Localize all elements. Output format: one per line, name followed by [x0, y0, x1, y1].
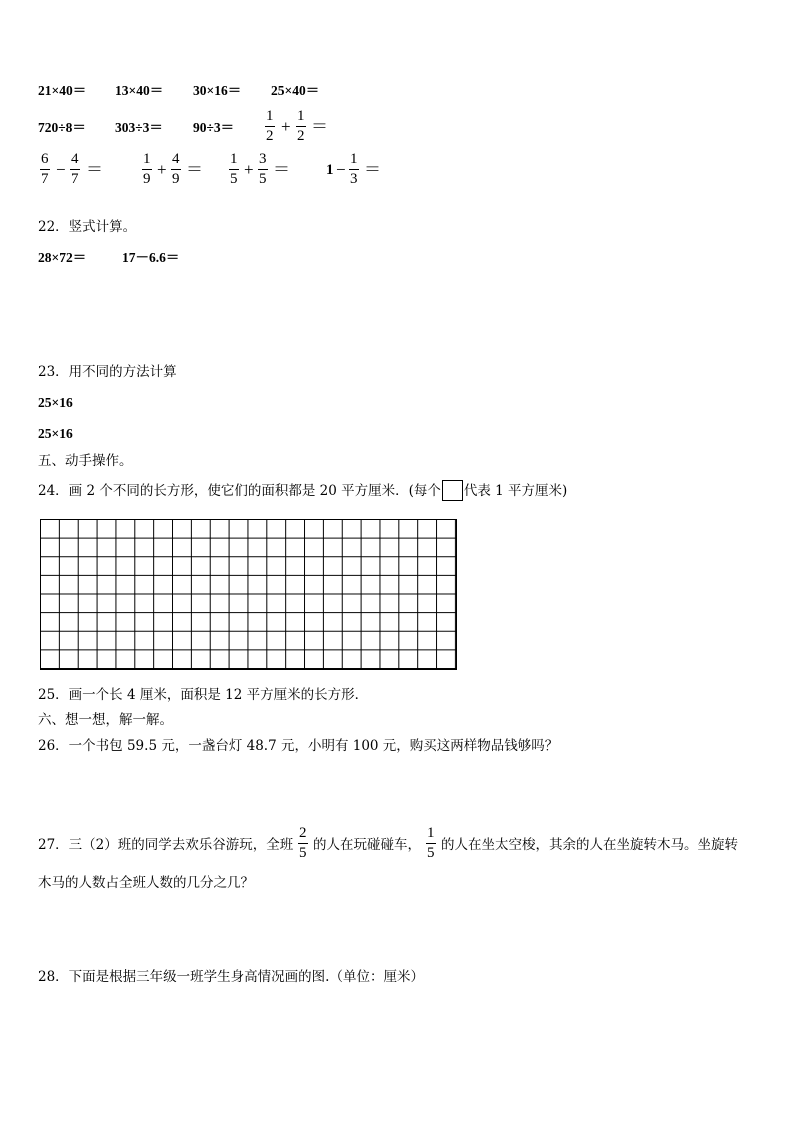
- fraction: [258, 151, 268, 188]
- fraction: [40, 151, 50, 188]
- plus-sign: +: [281, 117, 291, 136]
- plus-sign: +: [244, 160, 254, 179]
- equals-sign: ＝: [186, 160, 203, 179]
- unit-square-icon: [442, 480, 463, 501]
- numerator: 1: [350, 151, 358, 167]
- fraction-bar: [70, 169, 80, 170]
- exercise-17-minus-6-6: 17－6.6＝: [122, 250, 180, 265]
- minus-sign: −: [336, 160, 346, 179]
- fraction-bar: [265, 126, 275, 127]
- question-24: [38, 481, 567, 502]
- fraction: [229, 151, 239, 188]
- numerator: 1: [266, 108, 274, 124]
- equals-sign: ＝: [273, 160, 290, 179]
- question-27-part-3: 的人在坐太空梭，其余的人在坐旋转木马。坐旋转: [441, 837, 738, 853]
- question-22-title: 22．竖式计算。: [38, 219, 137, 235]
- fraction: [265, 108, 275, 145]
- question-25: 25．画一个长 4 厘米，面积是 12 平方厘米的长方形．: [38, 687, 369, 703]
- question-28: 28．下面是根据三年级一班学生身高情况画的图.（单位：厘米）: [38, 969, 424, 985]
- exercise-303div3: 303÷3＝: [115, 120, 163, 135]
- fraction: [349, 151, 359, 188]
- fraction-bar: [426, 843, 436, 844]
- numerator: 1: [427, 825, 435, 841]
- denominator: 5: [299, 845, 307, 861]
- numerator: 3: [259, 151, 267, 167]
- minus-sign: −: [56, 160, 66, 179]
- numerator: 1: [297, 108, 305, 124]
- question-27-part-1: 27．三（2）班的同学去欢乐谷游玩，全班: [38, 837, 294, 853]
- denominator: 2: [297, 128, 305, 144]
- numerator: 2: [299, 825, 307, 841]
- equals-sign: ＝: [364, 160, 381, 179]
- equals-sign: ＝: [86, 160, 103, 179]
- denominator: 3: [350, 171, 358, 187]
- fraction-bar: [171, 169, 181, 170]
- exercise-21x40: 21×40＝: [38, 83, 87, 98]
- exercise-90div3: 90÷3＝: [193, 120, 235, 135]
- fraction: [296, 108, 306, 145]
- question-26: 26．一个书包 59.5 元，一盏台灯 48.7 元，小明有 100 元，购买这两样物品钱够吗？: [38, 738, 559, 754]
- denominator: 7: [41, 171, 49, 187]
- section-5-heading: 五、动手操作。: [38, 453, 133, 469]
- question-27-part-2: 的人在玩碰碰车，: [313, 837, 421, 853]
- numerator: 4: [71, 151, 79, 167]
- question-24-text-end: 代表 1 平方厘米): [463, 483, 568, 499]
- numerator: 1: [230, 151, 238, 167]
- fraction-bar: [296, 126, 306, 127]
- question-23-title: 23．用不同的方法计算: [38, 364, 177, 380]
- numerator: 1: [143, 151, 151, 167]
- fraction: [171, 151, 181, 188]
- fraction-bar: [40, 169, 50, 170]
- denominator: 5: [427, 845, 435, 861]
- fraction: [70, 151, 80, 188]
- question-24-text-start: 24．画 2 个不同的长方形，使它们的面积都是 20 平方厘米．(每个: [38, 483, 441, 499]
- denominator: 5: [230, 171, 238, 187]
- fraction-bar: [298, 843, 308, 844]
- exercise-13x40: 13×40＝: [115, 83, 164, 98]
- denominator: 7: [71, 171, 79, 187]
- fraction-bar: [258, 169, 268, 170]
- question-23-line-2: 25×16: [38, 426, 73, 441]
- equals-sign: ＝: [311, 117, 328, 136]
- exercise-25x40: 25×40＝: [271, 83, 320, 98]
- drawing-grid[interactable]: [40, 519, 457, 670]
- whole-number: 1: [326, 162, 334, 178]
- plus-sign: +: [157, 160, 167, 179]
- fraction-bar: [349, 169, 359, 170]
- denominator: 9: [172, 171, 180, 187]
- fraction: [426, 825, 436, 862]
- denominator: 9: [143, 171, 151, 187]
- denominator: 5: [259, 171, 267, 187]
- numerator: 4: [172, 151, 180, 167]
- fraction: [142, 151, 152, 188]
- section-6-heading: 六、想一想，解一解。: [38, 712, 173, 728]
- question-27-line-2: 木马的人数占全班人数的几分之几？: [38, 875, 254, 891]
- denominator: 2: [266, 128, 274, 144]
- exercise-720div8: 720÷8＝: [38, 120, 86, 135]
- fraction-bar: [142, 169, 152, 170]
- fraction: [298, 825, 308, 862]
- fraction-bar: [229, 169, 239, 170]
- exercise-28x72: 28×72＝: [38, 250, 87, 265]
- exercise-30x16: 30×16＝: [193, 83, 242, 98]
- question-23-line-1: 25×16: [38, 395, 73, 410]
- numerator: 6: [41, 151, 49, 167]
